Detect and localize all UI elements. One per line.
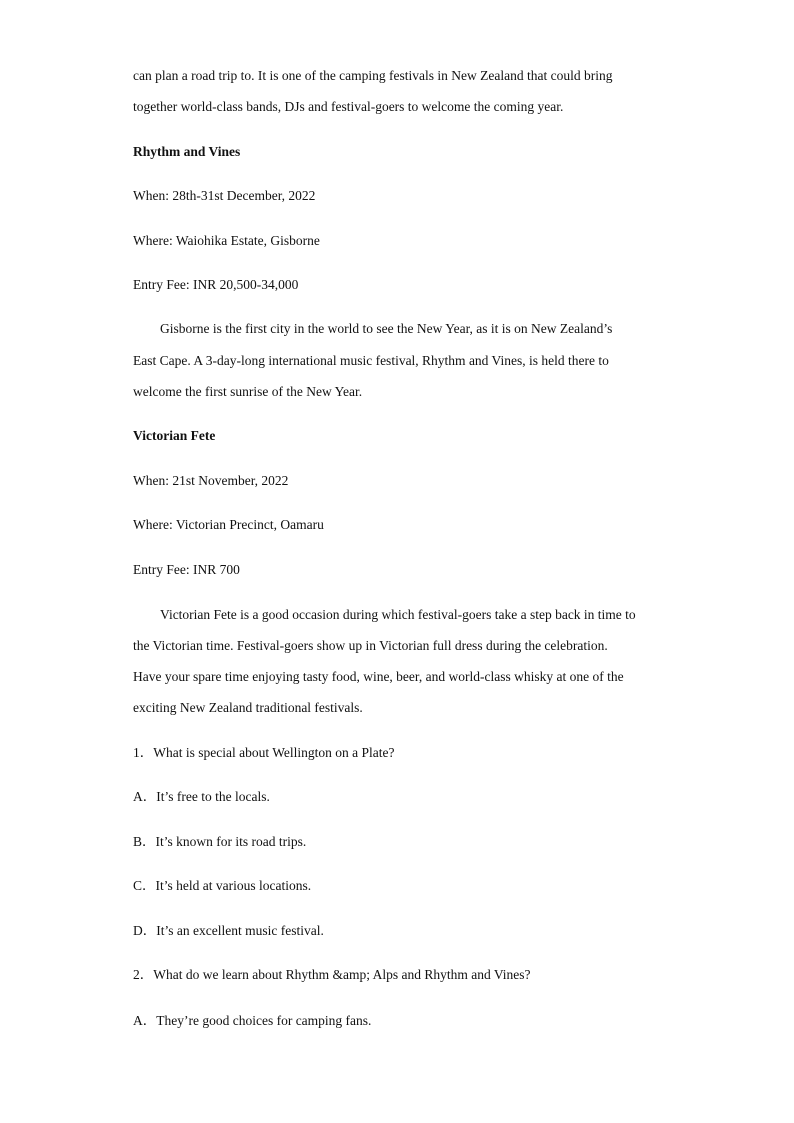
intro-line-2: together world-class bands, DJs and festival-goers to welcome the coming year.: [133, 99, 564, 114]
rhythm-vines-where: Where: Waiohika Estate, Gisborne: [133, 233, 320, 248]
victorian-fete-para-line-1: Victorian Fete is a good occasion during which festival-goers take a step back in time to: [160, 607, 636, 622]
rhythm-vines-para-line-1: Gisborne is the first city in the world to see the New Year, as it is on New Zealand’s: [160, 321, 613, 336]
victorian-fete-para-line-3: Have your spare time enjoying tasty food, wine, beer, and world-class whisky at one of the: [133, 669, 624, 684]
victorian-fete-para-line-2: the Victorian time. Festival-goers show up in Victorian full dress during the celebration.: [133, 638, 608, 653]
rhythm-vines-when: When: 28th-31st December, 2022: [133, 188, 316, 203]
victorian-fete-fee: Entry Fee: INR 700: [133, 562, 240, 577]
victorian-fete-where: Where: Victorian Precinct, Oamaru: [133, 517, 324, 532]
question-2-option-a: A．They’re good choices for camping fans.: [133, 1013, 372, 1028]
rhythm-vines-fee: Entry Fee: INR 20,500-34,000: [133, 277, 299, 292]
question-1-option-b: B．It’s known for its road trips.: [133, 834, 307, 849]
intro-line-1: can plan a road trip to. It is one of the camping festivals in New Zealand that could bring: [133, 68, 613, 83]
question-1-option-c: C．It’s held at various locations.: [133, 878, 312, 893]
rhythm-vines-para-line-2: East Cape. A 3-day-long international music festival, Rhythm and Vines, is held there to: [133, 353, 609, 368]
victorian-fete-para-line-4: exciting New Zealand traditional festivals.: [133, 700, 363, 715]
question-2-stem: 2．What do we learn about Rhythm &amp; Alps and Rhythm and Vines?: [133, 967, 531, 982]
victorian-fete-when: When: 21st November, 2022: [133, 473, 289, 488]
question-1-option-a: A．It’s free to the locals.: [133, 789, 270, 804]
rhythm-vines-para-line-3: welcome the first sunrise of the New Year.: [133, 384, 363, 399]
question-1-stem: 1．What is special about Wellington on a Plate?: [133, 745, 395, 760]
section-heading-victorian-fete: Victorian Fete: [133, 428, 216, 443]
question-1-option-d: D．It’s an excellent music festival.: [133, 923, 324, 938]
section-heading-rhythm-vines: Rhythm and Vines: [133, 144, 241, 159]
